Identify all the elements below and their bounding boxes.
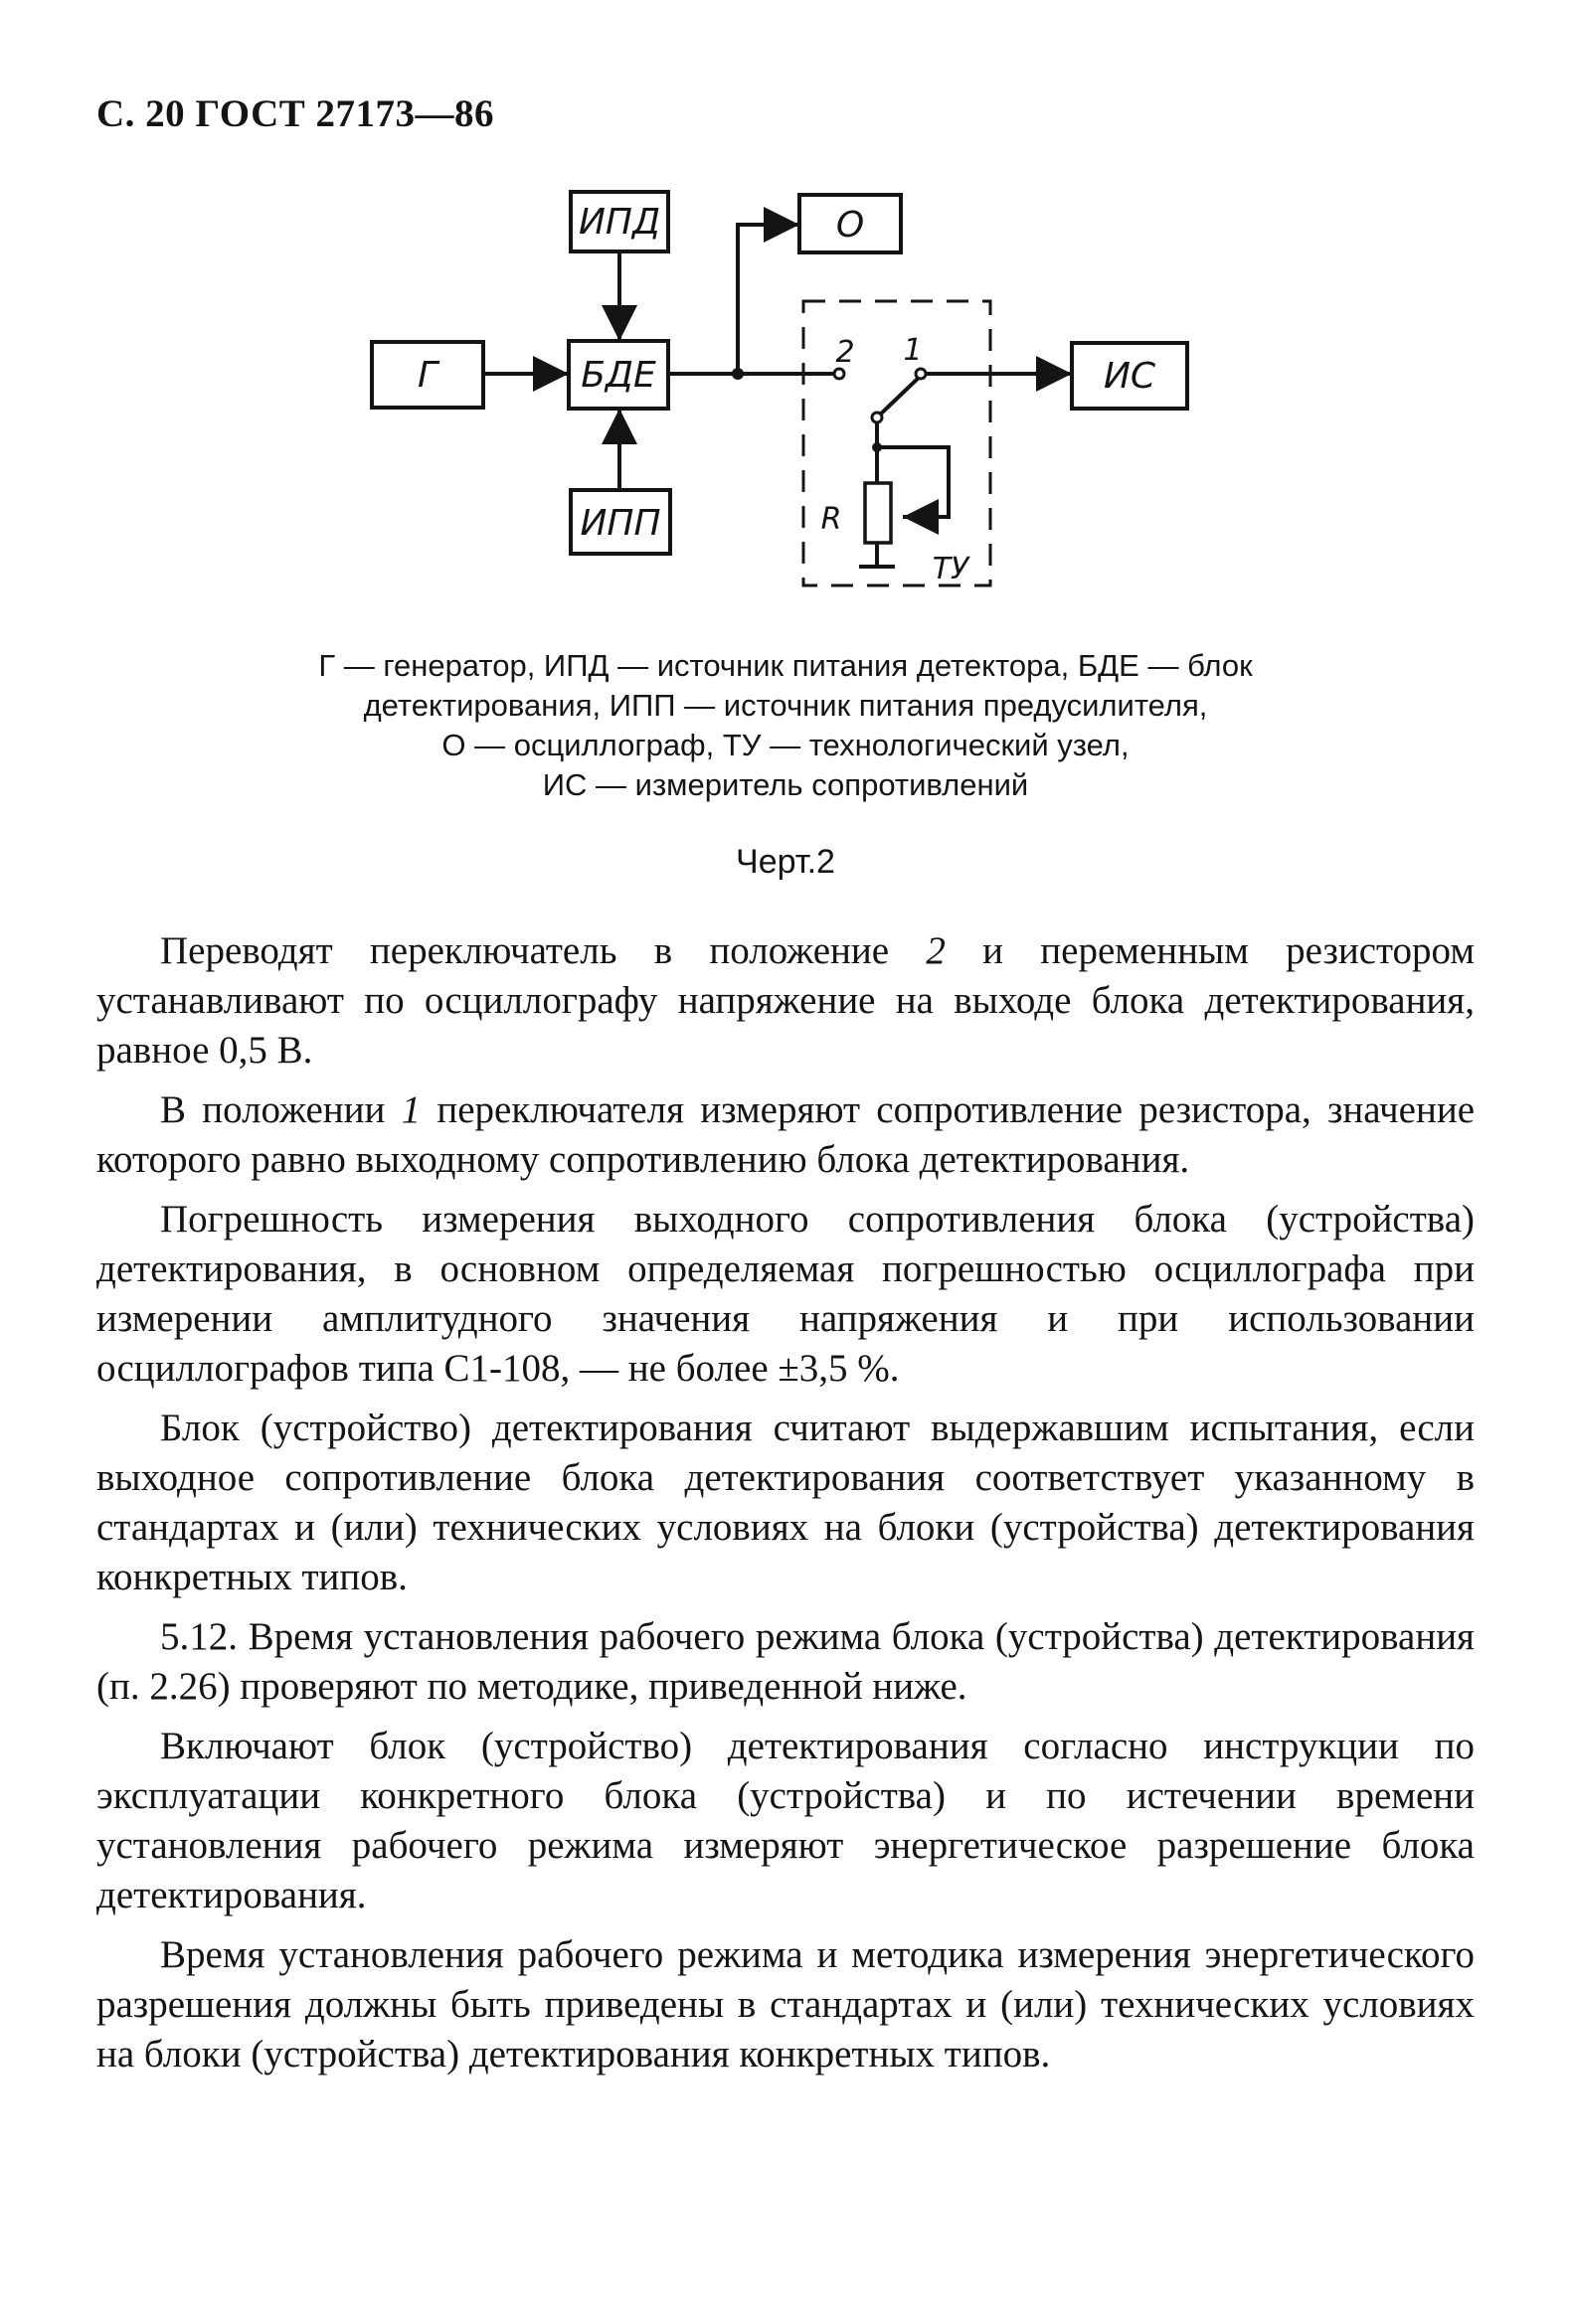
label-is: ИС bbox=[1103, 356, 1156, 397]
junction-dot bbox=[732, 368, 744, 380]
paragraph: В положении 1 переключателя измеряют сопротивление резистора, значение которого равно выходному сопротивлению блока детектирования. bbox=[96, 1088, 1475, 1181]
junction-dot-switch bbox=[872, 442, 882, 452]
block-diagram bbox=[358, 169, 1253, 626]
label-pos-2: 2 bbox=[835, 335, 855, 370]
switch-contact-1 bbox=[916, 369, 926, 379]
legend-line: Г — генератор, ИПД — источник питания детектора, БДЕ — блок bbox=[318, 648, 1253, 683]
label-r: R bbox=[820, 502, 842, 537]
label-o: О bbox=[835, 205, 865, 246]
switch-pivot bbox=[872, 413, 882, 422]
tu-frame bbox=[803, 301, 990, 585]
legend-line: детектирования, ИПП — источник питания предусилителя, bbox=[363, 688, 1208, 723]
label-g: Г bbox=[417, 355, 438, 396]
paragraph: Погрешность измерения выходного сопротивления блока (устройства) детектирования, в основном определяемая погрешностью осциллографа при измерении амплитудного значения напряжения и при использовании осциллографов типа С1-108, — не более ±3,5 %. bbox=[96, 1198, 1475, 1390]
legend-line: О — осциллограф, ТУ — технологический узел, bbox=[441, 728, 1130, 762]
page-header: С. 20 ГОСТ 27173—86 bbox=[96, 92, 494, 135]
legend-line: ИС — измеритель сопротивлений bbox=[542, 767, 1029, 802]
figure-legend bbox=[179, 646, 1392, 805]
wire-to-o bbox=[738, 225, 799, 374]
section-5-12: 5.12. Время установления рабочего режима блока (устройства) детектирования (п. 2.26) проверяют по методике, приведенной ниже. bbox=[96, 1615, 1475, 1708]
label-pos-1: 1 bbox=[903, 333, 923, 368]
label-tu: ТУ bbox=[932, 552, 969, 586]
paragraph: Переводят переключатель в положение 2 и переменным резистором устанавливают по осциллографу напряжение на выходе блока детектирования, равное 0,5 В. bbox=[96, 929, 1475, 1072]
figure-caption: Черт.2 bbox=[736, 843, 835, 881]
resistor-body bbox=[865, 483, 891, 543]
switch-lever bbox=[877, 376, 921, 417]
paragraph: Время установления рабочего режима и методика измерения энергетического разрешения должны быть приведены в стандартах и (или) технических условиях на блоки (устройства) детектирования конкретных типов. bbox=[96, 1933, 1475, 2075]
label-bde: БДЕ bbox=[581, 355, 656, 396]
label-ipd: ИПД bbox=[578, 202, 661, 243]
paragraph: Включают блок (устройство) детектирования согласно инструкции по эксплуатации конкретного блока (устройства) и по истечении времени установления рабочего режима измеряют энергетическое разрешение блока детектирования. bbox=[96, 1725, 1475, 1916]
paragraph: Блок (устройство) детектирования считают выдержавшим испытания, если выходное сопротивление блока детектирования соответствует указанному в стандартах и (или) технических условиях на блоки (устройства) детектирования конкретных типов. bbox=[96, 1407, 1475, 1598]
body-text bbox=[96, 926, 1475, 2089]
label-ipp: ИПП bbox=[580, 503, 661, 544]
switch-contact-2 bbox=[834, 369, 844, 379]
